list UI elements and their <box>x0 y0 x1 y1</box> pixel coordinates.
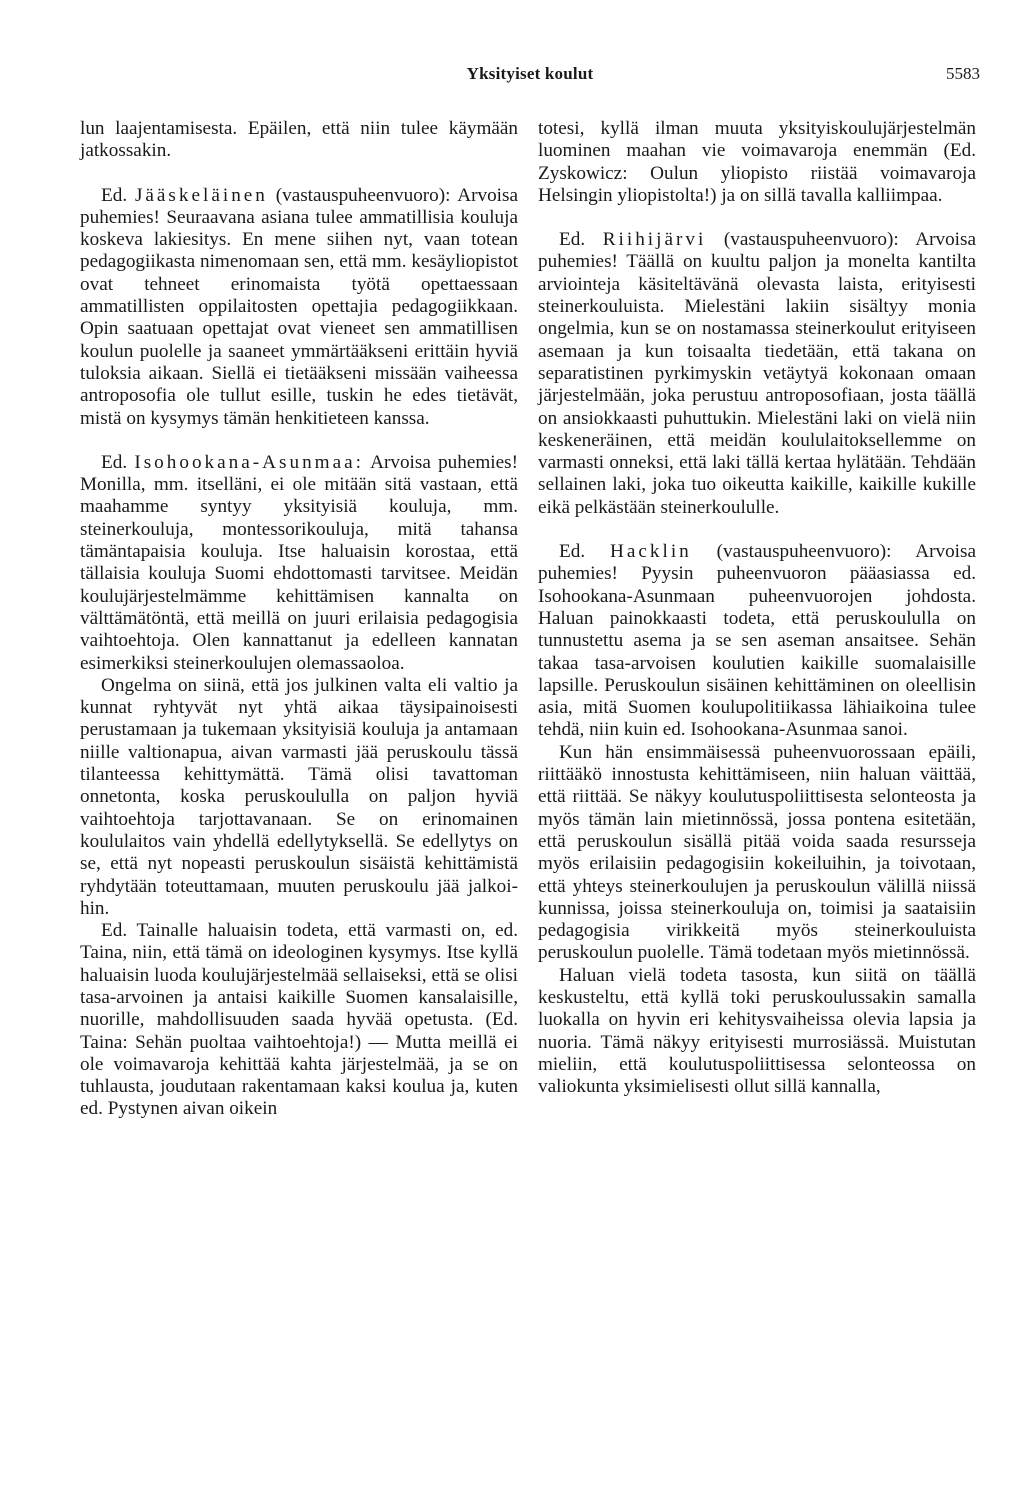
speaker-name: Riihijärvi <box>602 229 707 251</box>
speech-text: (vastauspuheenvuoro): Arvoisa puhemies! Seuraavana asiana tulee ammatillisia kouluja koskeva lakiesitys. En mene siihen nyt, vaan totean pedagogiikasta nimenomaan sen, että mm. kesäyliopistot ovat tehneet erinomaista työtä opettaessaan ammatillisten oppilaitosten opettajia pedagogiikkaan. Opin saatuaan opettajat ovat vieneet sen ammatillisen koulun puolelle ja saaneet ymmärtääkseni erittäin hyviä tuloksia aikaan. Siellä ei tietääkseni missään vaiheessa antroposofia ole tullut esille, tuskin he edes tietävät, mistä on kysymys tämän henkitieteen kanssa. <box>80 184 518 429</box>
speaker-name: Jääskeläinen <box>134 184 268 206</box>
page-number: 5583 <box>946 64 980 83</box>
speaker-name: Isohookana-Asunmaa: <box>134 451 364 473</box>
paragraph: Haluan vielä todeta tasosta, kun siitä on täällä keskusteltu, että kyllä toki peruskoulussakin samalla luokalla on hyvin eri kehitysvaiheissa olevia lapsia ja nuoria. Tämä näkyy erityisesti murrosiässä. Muistutan mieliin, että koulutuspoliittisessa selonteossa on valiokunta yksimielisesti ollut sillä kannalla, <box>538 964 976 1098</box>
speech-text: (vastauspuheenvuoro): Arvoisa puhemies! Pyysin puheenvuoron pääasiassa ed. Isohookana-Asunmaan puheenvuorojen johdosta. Haluan painokkaasti todeta, että peruskoululla on tunnustettu asema ja se sen aseman ansaitsee. Sehän takaa tasa-arvoisen koulutien kaikille suomalaisille lapsille. Peruskoulun sisäinen kehittäminen on oleellisin asia, mitä Suomen koulupolitiikassa lähiaikoina tulee tehdä, niin kuin ed. Isohookana-Asunmaa sanoi. <box>538 541 976 741</box>
speech-paragraph <box>538 229 976 519</box>
speech-prefix: Ed. <box>559 541 586 563</box>
speech-prefix: Ed. <box>101 451 128 473</box>
right-column <box>538 118 976 1098</box>
speech-paragraph <box>80 452 518 675</box>
speech-prefix: Ed. <box>559 229 586 251</box>
left-column <box>80 118 518 1121</box>
speech-prefix: Ed. <box>101 184 128 206</box>
speech-paragraph <box>538 541 976 742</box>
paragraph: Ed. Tainalle haluaisin todeta, että varmasti on, ed. Taina, niin, että tämä on ideologinen kysymys. Itse kyllä haluaisin luoda koulujärjestelmää sellaiseksi, että se olisi tasa-arvoinen ja antaisi kaikille Suomen kansalaisille, nuorille, mahdollisuuden saada hyvää opetusta. (Ed. Taina: Sehän puoltaa vaihtoehtoja!) — Mutta meillä ei ole voimavaroja kehittää kahta järjestelmää, ja se on tuhlausta, joudutaan rakentamaan kaksi koulua ja, kuten ed. Pystynen aivan oikein <box>80 920 518 1120</box>
page-header <box>80 64 980 88</box>
paragraph: lun laajentamisesta. Epäilen, että niin tulee käymään jatkossakin. <box>80 118 518 162</box>
speaker-name: Hacklin <box>610 541 692 563</box>
speech-paragraph <box>80 185 518 430</box>
running-title: Yksityiset koulut <box>466 64 594 83</box>
paragraph: Kun hän ensimmäisessä puheenvuorossaan epäili, riittääkö innostusta kehittämiseen, niin haluan väittää, että riittää. Se näkyy koulutuspoliittisesta selonteosta ja myös tämän lain mietinnössä, jossa pontena esitetään, että peruskoulun sisällä pitää voida saada resursseja myös erilaisiin pedagogisiin kokeiluihin, ja toivotaan, että yhteys steinerkoulujen ja peruskoulun välillä niissä kunnissa, joissa steinerkouluja on, toimisi ja saataisiin pedagogisia virikkeitä myös steinerkouluista peruskoulun puolelle. Tämä todetaan myös mietinnössä. <box>538 741 976 964</box>
paragraph: totesi, kyllä ilman muuta yksityiskoulujärjestelmän luominen maahan vie voimavaroja enemmän (Ed. Zyskowicz: Oulun yliopisto riistää voimavaroja Helsingin yliopistolta!) ja on sillä tavalla kalliimpaa. <box>538 118 976 206</box>
speech-text: (vastauspuheenvuoro): Arvoisa puhemies! Täällä on kuultu paljon ja monelta kantilta arviointeja käsiteltävänä olevasta laista, erityisesti steinerkouluista. Mielestäni lakiin sisältyy monia ongelmia, kun se on nostamassa steinerkoulut erityiseen asemaan ja kun toisaalta tiedetään, että takana on separatistinen pyrkimyskin vetäytyä kokonaan omaan järjestelmään, joka perustuu antroposofiaan, josta täällä on ansiokkaasti puhuttukin. Mielestäni laki on vielä niin keskeneräinen, että meidän koululaitoksellemme on varmasti onneksi, että laki tällä kertaa hylätään. Tehdään sellainen laki, joka tuo oikeutta kaikille, kaikille kukille eikä pelkästään steinerkoululle. <box>538 229 976 518</box>
paragraph: Ongelma on siinä, että jos julkinen valta eli valtio ja kunnat ryhtyvät nyt yhtä aikaa täysipainoisesti perustamaan ja tukemaan yksityisiä kouluja ja antamaan niille valtionapua, aivan varmasti jää peruskoulu tässä tilanteessa kehittymättä. Tämä olisi tavattoman onnetonta, koska peruskoululla on paljon hyviä vaihtoehtoja tarjottavanaan. Se on erinomainen koululaitos vain yhdellä edellytyksellä. Se edellytys on se, että nyt nopeasti peruskoulun sisäistä kehittämistä ryhdytään toteuttamaan, muuten peruskoulu jää jalkoihin. <box>80 674 518 919</box>
speech-text: Arvoisa puhemies! Monilla, mm. itselläni, ei ole mitään sitä vastaan, että maahamme syntyy yksityisiä kouluja, mm. steinerkouluja, montessorikouluja, mitä tahansa tämäntapaisia kouluja. Itse haluaisin korostaa, että tällaisia kouluja Suomi ehdottomasti tarvitsee. Meidän koulujärjestelmämme kehittämisen kannalta on välttämätöntä, että meillä on juuri erilaisia pedagogisia vaihtoehtoja. Olen kannattanut ja edelleen kannatan esimerkiksi steinerkoulujen olemassaoloa. <box>80 451 518 674</box>
